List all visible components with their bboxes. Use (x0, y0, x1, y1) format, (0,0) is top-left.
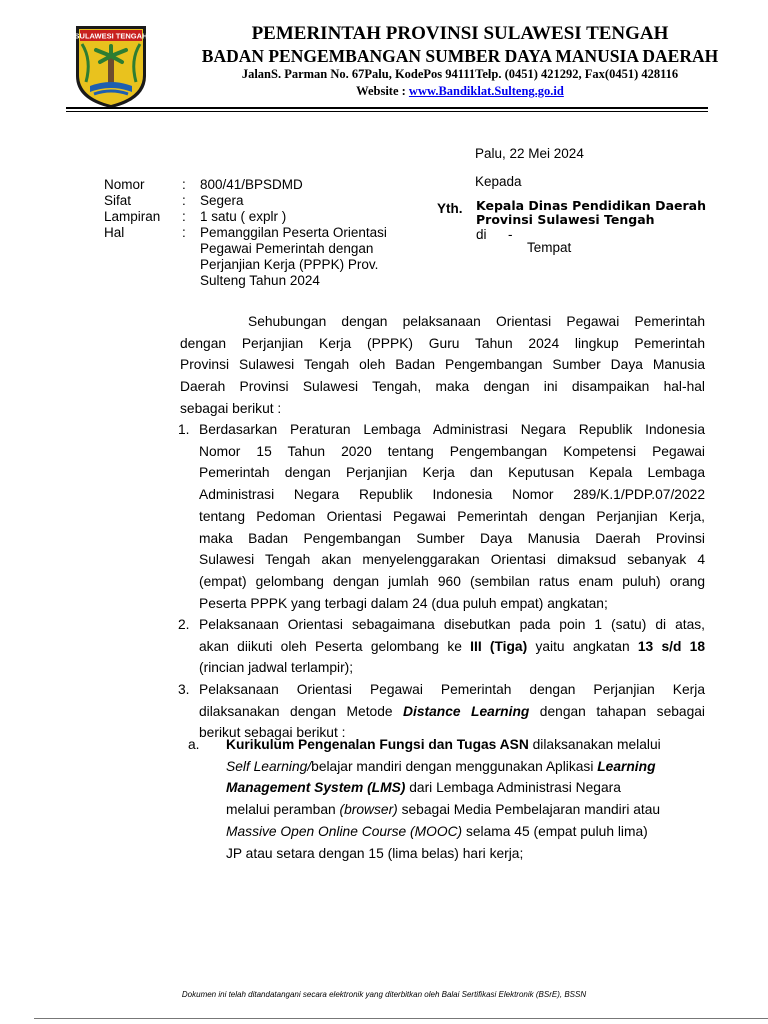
point-3-text-part: dengan tahapan sebagai (529, 703, 705, 719)
sub-a-part: sebagai Media Pembelajaran mandiri atau (397, 802, 661, 818)
letterhead-website-line (160, 84, 760, 99)
hal-value (200, 225, 410, 289)
letterhead-agency-name: BADAN PENGEMBANGAN SUMBER DAYA MANUSIA DAERAH (201, 46, 719, 66)
point-2-text-part: yaitu angkatan (527, 638, 638, 654)
letter-date: Palu, 22 Mei 2024 (475, 146, 584, 161)
sub-a-line (226, 734, 706, 756)
point-1-line: maka Badan Pengembangan Sumber Daya Manusia Daerah Provinsi (199, 530, 705, 546)
letterhead-divider-thin (66, 111, 708, 112)
gelombang-bold: III (Tiga) (470, 638, 528, 654)
hal-line: Sulteng Tahun 2024 (200, 273, 320, 288)
point-1-line: Nomor 15 Tahun 2020 tentang Pengembangan Kompetensi Pegawai (199, 443, 705, 459)
sifat-colon: : (182, 193, 186, 208)
lampiran-value: 1 satu ( explr ) (200, 209, 287, 224)
point-1-line: tentang Pedoman Orientasi Pegawai Pemerintah dengan Perjanjian Kerja, (199, 508, 705, 524)
sub-point-a-letter: a. (188, 737, 200, 752)
recipient-kepada: Kepada (475, 174, 522, 189)
point-2-line: Pelaksanaan Orientasi sebagaimana disebutkan pada poin 1 (satu) di atas, (199, 617, 705, 632)
learning-emphasis: Learning (597, 758, 656, 774)
hal-line: Pegawai Pemerintah dengan (200, 241, 374, 256)
mooc-italic: Massive Open Online Course (MOOC) (226, 823, 463, 839)
recipient-tempat: Tempat (527, 240, 572, 255)
letterhead-government-name: PEMERINTAH PROVINSI SULAWESI TENGAH (251, 23, 669, 44)
recipient-line-1: Kepala Dinas Pendidikan Daerah (476, 198, 706, 213)
website-label: Website : (356, 84, 409, 98)
sub-point-a-text (226, 734, 706, 864)
logo-text: SULAWESI TENGAH (74, 31, 148, 41)
recipient-dash: - (508, 227, 513, 242)
point-1-line: Administrasi Negara Republik Indonesia Nomor 289/K.1/PDP.07/2022 (199, 487, 705, 503)
lampiran-colon: : (182, 209, 186, 224)
sub-a-line (226, 799, 706, 821)
distance-learning-emphasis: Distance Learning (403, 703, 530, 719)
intro-line: dengan Perjanjian Kerja (PPPK) Guru Tahun 2024 lingkup Pemerintah (180, 335, 705, 351)
point-2-number: 2. (178, 617, 190, 632)
point-2-text (199, 614, 705, 679)
letterhead-address: JalanS. Parman No. 67Palu, KodePos 94111Telp. (0451) 421292, Fax(0451) 428116 (241, 67, 679, 81)
point-3-number: 3. (178, 682, 190, 697)
sub-a-line (226, 777, 706, 799)
hal-colon: : (182, 225, 186, 240)
sub-a-line (226, 821, 706, 843)
sub-a-line (226, 756, 706, 778)
website-link[interactable]: www.Bandiklat.Sulteng.go.id (408, 84, 564, 98)
sub-a-part: dari Lembaga Administrasi Negara (405, 780, 621, 796)
footer-rule (34, 1018, 768, 1019)
point-2-text-part: akan diikuti oleh Peserta gelombang ke (199, 638, 471, 654)
intro-line: Provinsi Sulawesi Tengah oleh Badan Pengembangan Sumber Daya Manusia (180, 357, 705, 373)
angkatan-bold: 13 s/d 18 (637, 638, 705, 654)
recipient-line-2: Provinsi Sulawesi Tengah (476, 212, 655, 227)
point-2-line: (rincian jadwal terlampir); (199, 660, 354, 676)
kurikulum-bold: Kurikulum Pengenalan Fungsi dan Tugas ASN (226, 737, 529, 752)
point-1-number: 1. (178, 422, 190, 437)
lampiran-label: Lampiran (104, 209, 161, 224)
intro-line: Sehubungan dengan pelaksanaan Orientasi Pegawai Pemerintah (248, 314, 705, 329)
sifat-value: Segera (200, 193, 244, 208)
hal-line: Pemanggilan Peserta Orientasi (200, 225, 387, 240)
electronic-signature-footer: Dokumen ini telah ditandatangani secara elektronik yang diterbitkan oleh Balai Sertifikasi Elektronik (BSrE), BSSN (181, 990, 587, 999)
provincial-emblem-logo (72, 22, 150, 110)
point-1-line: Peserta PPPK yang terbagi dalam 24 (dua puluh empat) angkatan; (199, 595, 608, 611)
point-3-line (199, 701, 705, 723)
letterhead-divider-thick (66, 107, 708, 109)
self-learning-italic: Self Learning/ (226, 758, 312, 774)
sub-a-line: JP atau setara dengan 15 (lima belas) hari kerja; (226, 845, 524, 861)
intro-line: Daerah Provinsi Sulawesi Tengah, maka dengan ini disampaikan hal-hal (180, 379, 705, 395)
browser-italic: (browser) (339, 802, 398, 818)
recipient-yth: Yth. (437, 201, 463, 216)
point-1-line: Sulawesi Tengah akan menyelenggarakan Orientasi dimaksud sebanyak 4 (199, 552, 705, 568)
hal-line: Perjanjian Kerja (PPPK) Prov. (200, 257, 379, 272)
sub-a-part: melalui peramban (226, 802, 340, 818)
point-1-line: (empat) gelombang dengan jumlah 960 (sembilan ratus enam puluh) orang (199, 573, 705, 589)
point-1-text (199, 419, 705, 614)
point-1-line: Pemerintah dengan Perjanjian Kerja dan Keputusan Kepala Lembaga (199, 465, 705, 481)
point-3-text-part: dilaksanakan dengan Metode (199, 703, 404, 719)
intro-line: sebagai berikut : (180, 400, 282, 416)
lms-emphasis: Management System (LMS) (226, 780, 406, 796)
nomor-value: 800/41/BPSDMD (200, 177, 303, 192)
point-3-line: Pelaksanaan Orientasi Pegawai Pemerintah dengan Perjanjian Kerja (199, 682, 705, 697)
sifat-label: Sifat (104, 193, 132, 208)
point-1-line: Berdasarkan Peraturan Lembaga Administrasi Negara Republik Indonesia (199, 422, 705, 437)
intro-paragraph (180, 311, 705, 420)
nomor-label: Nomor (104, 177, 145, 192)
sub-a-part: belajar mandiri dengan menggunakan Aplikasi (311, 758, 598, 774)
hal-label: Hal (104, 225, 125, 240)
recipient-di: di (476, 227, 487, 242)
nomor-colon: : (182, 177, 186, 192)
point-2-line (199, 636, 705, 658)
sub-a-part: dilaksanakan melalui (528, 737, 661, 752)
sub-a-part: selama 45 (empat puluh lima) (462, 823, 648, 839)
point-3-line: berikut sebagai berikut : (199, 725, 346, 741)
recipient-name (476, 199, 706, 227)
